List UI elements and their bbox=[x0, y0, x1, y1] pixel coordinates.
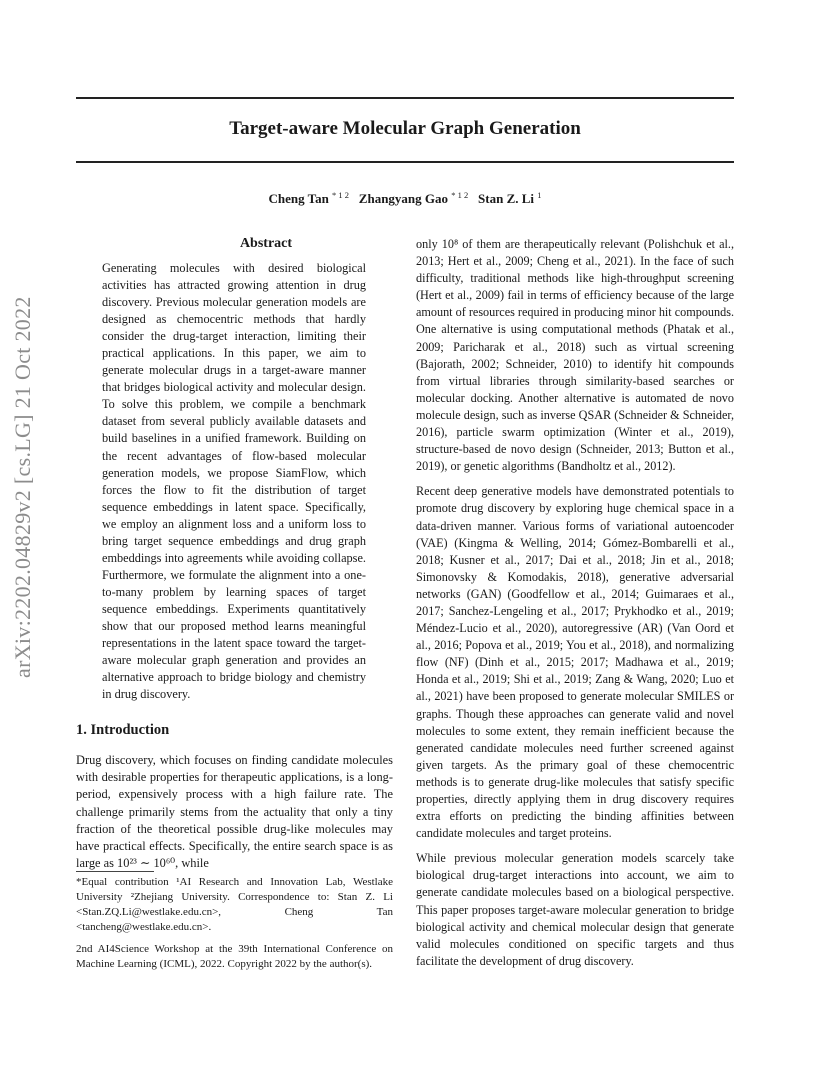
author-name: Zhangyang Gao bbox=[358, 191, 449, 206]
author-name: Stan Z. Li bbox=[478, 191, 535, 206]
footnote-rule bbox=[76, 871, 154, 872]
right-paragraph-1: only 10⁸ of them are therapeutically relevant (Polishchuk et al., 2013; Hert et al., 2009; Cheng et al., 2021). In the face of such difficulty, traditional methods like high-throughput screening (Hert et al., 2009) fail in terms of efficiency because of the large amount of resources required in producing minor hit compounds. One alternative is using computational methods (Phatak et al., 2009; Paricharak et al., 2018) such as virtual screening (Bajorath, 2002; Schneider, 2010) to identify hit compounds from virtual libraries through similarity-based searches or molecular docking. Another alternative is automated de novo molecule design, such as inverse QSAR (Schneider & Schneider, 2016), particle swarm optimization (Winter et al., 2019), structure-based de novo design (Schneider, 2013; Button et al., 2019), or genetic algorithms (Bandholtz et al., 2012). bbox=[416, 237, 734, 474]
section-heading-introduction: 1. Introduction bbox=[76, 722, 170, 738]
title-top-rule bbox=[76, 97, 734, 99]
title-bottom-rule bbox=[76, 161, 734, 163]
footnote-text: *Equal contribution ¹AI Research and Innovation Lab, Westlake University ²Zhejiang University. Correspondence to: Stan Z. Li <Stan.ZQ.Li@westlake.edu.cn>, Cheng Tan <tancheng@westlake.edu.cn>. bbox=[76, 876, 393, 933]
arxiv-identifier: arXiv:2202.04829v2 [cs.LG] 21 Oct 2022 bbox=[10, 296, 35, 678]
abstract-text: Generating molecules with desired biological activities has attracted growing attention in drug discovery. Previous molecular generation models are designed as chemocentric methods that hardly consider the drug-target interaction, limiting their practical applications. In this paper, we aim to generate molecular drugs in a target-aware manner that bridges biological activity and molecular design. To solve this problem, we compile a benchmark dataset from several publicly available datasets and build baselines in a unified framework. Building on the recent advantages of flow-based molecular generation models, we propose SiamFlow, which forces the flow to fit the distribution of target sequence embeddings in latent space. Specifically, we employ an alignment loss and a uniform loss to bring target sequence embeddings and drug graph embeddings into agreements while avoiding collapse. Furthermore, we formulate the alignment into a one-to-many problem by learning spaces of target sequence embeddings. Experiments quantitatively show that our proposed method learns meaningful representations in the latent space toward the target-aware molecular graph generation and provides an alternative approach to bridge biology and chemistry in drug discovery. bbox=[102, 261, 366, 702]
right-paragraph-2: Recent deep generative models have demonstrated potentials to promote drug discovery by exploring huge chemical space in a data-driven manner. Various forms of variational autoencoder (VAE) (Kingma & Welling, 2014; Gómez-Bombarelli et al., 2018; Kusner et al., 2017; Dai et al., 2018; Jin et al., 2018; Simonovsky & Komodakis, 2018), generative adversarial networks (GAN) (Goodfellow et al., 2014; Guimaraes et al., 2017; Sanchez-Lengeling et al., 2017; Prykhodko et al., 2019; Méndez-Lucio et al., 2020), autoregressive (AR) (Van Oord et al., 2016; Popova et al., 2019; You et al., 2018), and normalizing flow (NF) (Dinh et al., 2015; 2017; Madhawa et al., 2019; Honda et al., 2019; Shi et al., 2019; Zang & Wang, 2020; Luo et al., 2021) have been proposed to generate molecular SMILES or graphs. Though these approaches can generate valid and novel molecules to some extent, they remain inefficient because the generated candidate molecules need further screened against given targets. As the primary goal of these chemocentric methods is to generate drug-like molecules that satisfy specific properties, directly applying them in drug discovery requires extra efforts on predicting the binding affinities between candidate molecules and target proteins. bbox=[416, 484, 734, 841]
footnote-affiliations bbox=[76, 875, 393, 935]
author-name: Cheng Tan bbox=[268, 191, 329, 206]
introduction-body bbox=[76, 752, 393, 872]
abstract-body bbox=[102, 260, 366, 703]
footnote-venue bbox=[76, 942, 393, 972]
author-affiliation-marks: * 1 2 bbox=[451, 190, 469, 200]
right-column bbox=[416, 236, 734, 970]
paper-title: Target-aware Molecular Graph Generation bbox=[229, 118, 581, 139]
abstract-heading: Abstract bbox=[239, 236, 293, 251]
author-affiliation-marks: 1 bbox=[537, 190, 542, 200]
author-affiliation-marks: * 1 2 bbox=[332, 190, 350, 200]
right-paragraph-3: While previous molecular generation models scarcely take biological drug-target interactions into account, we aim to generate candidate molecules based on a biological perspective. This paper proposes target-aware molecular generation to bridge biological activity and chemical molecular design that generate valid molecules conditioned on specific targets and thus facilitate the development of drug discovery. bbox=[416, 851, 734, 968]
intro-paragraph: Drug discovery, which focuses on finding candidate molecules with desirable properties for therapeutic applications, is a long-period, expensively process with a high failure rate. The challenge primarily stems from the actuality that only a tiny fraction of the theoretical possible drug-like molecules may have practical effects. Specifically, the entire search space is as large as 10²³ ∼ 10⁶⁰, while bbox=[76, 753, 393, 871]
venue-text: 2nd AI4Science Workshop at the 39th International Conference on Machine Learning (ICML), 2022. Copyright 2022 by the author(s). bbox=[76, 943, 393, 970]
author-list bbox=[76, 190, 734, 207]
